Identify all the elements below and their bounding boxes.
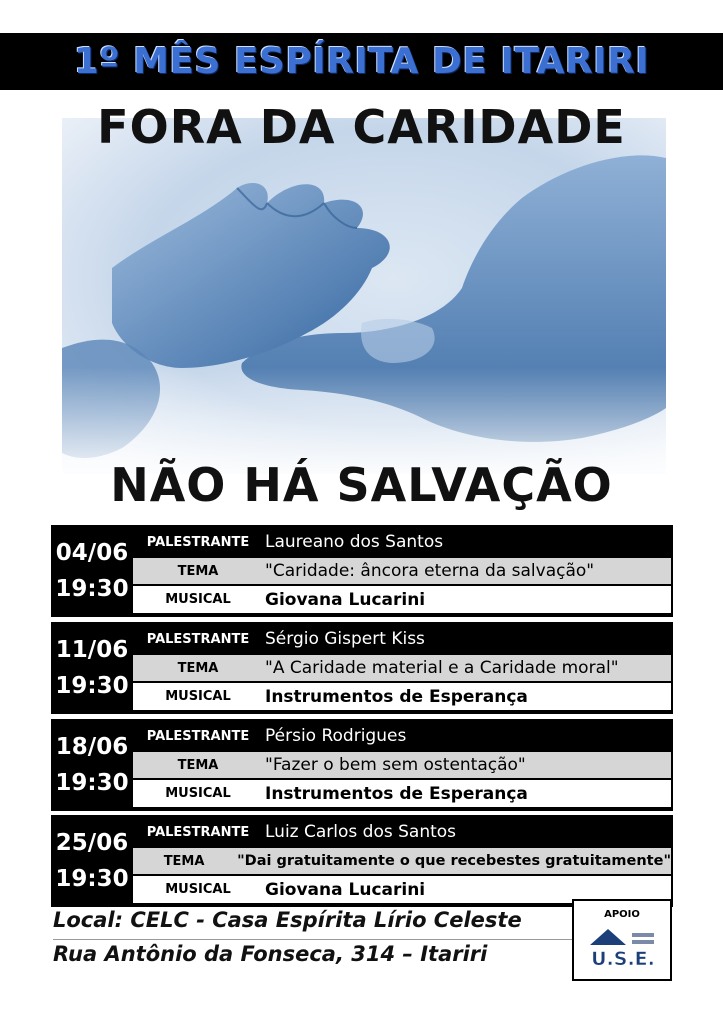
theme-row [133, 752, 671, 778]
theme-row [133, 848, 671, 874]
use-logo [588, 923, 658, 971]
speaker-row [133, 723, 671, 749]
speaker-name: Pérsio Rodrigues [265, 726, 407, 746]
music-row [133, 586, 671, 613]
speaker-label: PALESTRANTE [146, 824, 250, 840]
event-datetime [51, 815, 133, 907]
speaker-label: PALESTRANTE [146, 728, 250, 744]
music-name: Giovana Lucarini [265, 589, 426, 610]
music-row [133, 780, 671, 807]
footer-divider [53, 939, 573, 940]
event-datetime [51, 719, 133, 811]
music-name: Instrumentos de Esperança [265, 686, 528, 707]
svg-text:U.S.E.: U.S.E. [591, 948, 655, 970]
music-row [133, 683, 671, 710]
theme-label: TEMA [177, 660, 219, 676]
event-datetime [51, 525, 133, 617]
venue-address: Rua Antônio da Fonseca, 314 – Itariri [53, 942, 488, 966]
theme-label: TEMA [177, 757, 219, 773]
headline-top: FORA DA CARIDADE [97, 100, 626, 154]
theme-text: "Caridade: âncora eterna da salvação" [265, 561, 595, 581]
title-banner [0, 33, 723, 90]
theme-row [133, 655, 671, 681]
event-time: 19:30 [55, 673, 129, 699]
speaker-name: Luiz Carlos dos Santos [265, 822, 457, 842]
event-date: 04/06 [55, 540, 129, 566]
music-label: MUSICAL [165, 592, 231, 607]
event-block [51, 525, 673, 617]
music-name: Giovana Lucarini [265, 879, 426, 900]
music-label: MUSICAL [165, 786, 231, 801]
theme-label: TEMA [163, 853, 205, 869]
theme-text: "Dai gratuitamente o que recebestes gratuitamente" [237, 853, 671, 869]
venue-name: Local: CELC - Casa Espírita Lírio Celeste [53, 908, 522, 932]
headline-bottom: NÃO HÁ SALVAÇÃO [110, 458, 613, 512]
theme-row [133, 558, 671, 584]
event-block [51, 815, 673, 907]
support-label: APOIO [604, 909, 640, 920]
event-date: 25/06 [55, 830, 129, 856]
speaker-name: Sérgio Gispert Kiss [265, 629, 425, 649]
banner-title: 1º MÊS ESPÍRITA DE ITARIRI [73, 41, 650, 82]
support-box [572, 899, 672, 981]
theme-text: "A Caridade material e a Caridade moral" [265, 658, 619, 678]
event-datetime [51, 622, 133, 714]
event-time: 19:30 [55, 576, 129, 602]
theme-label: TEMA [177, 563, 219, 579]
speaker-row [133, 819, 671, 845]
speaker-row [133, 529, 671, 555]
event-date: 11/06 [55, 637, 129, 663]
event-block [51, 719, 673, 811]
theme-text: "Fazer o bem sem ostentação" [265, 755, 526, 775]
music-label: MUSICAL [165, 882, 231, 897]
event-date: 18/06 [55, 734, 129, 760]
speaker-label: PALESTRANTE [146, 534, 250, 550]
event-block [51, 622, 673, 714]
speaker-label: PALESTRANTE [146, 631, 250, 647]
speaker-name: Laureano dos Santos [265, 532, 444, 552]
event-time: 19:30 [55, 770, 129, 796]
music-label: MUSICAL [165, 689, 231, 704]
speaker-row [133, 626, 671, 652]
hands-photo [62, 118, 666, 474]
music-name: Instrumentos de Esperança [265, 783, 528, 804]
event-time: 19:30 [55, 866, 129, 892]
